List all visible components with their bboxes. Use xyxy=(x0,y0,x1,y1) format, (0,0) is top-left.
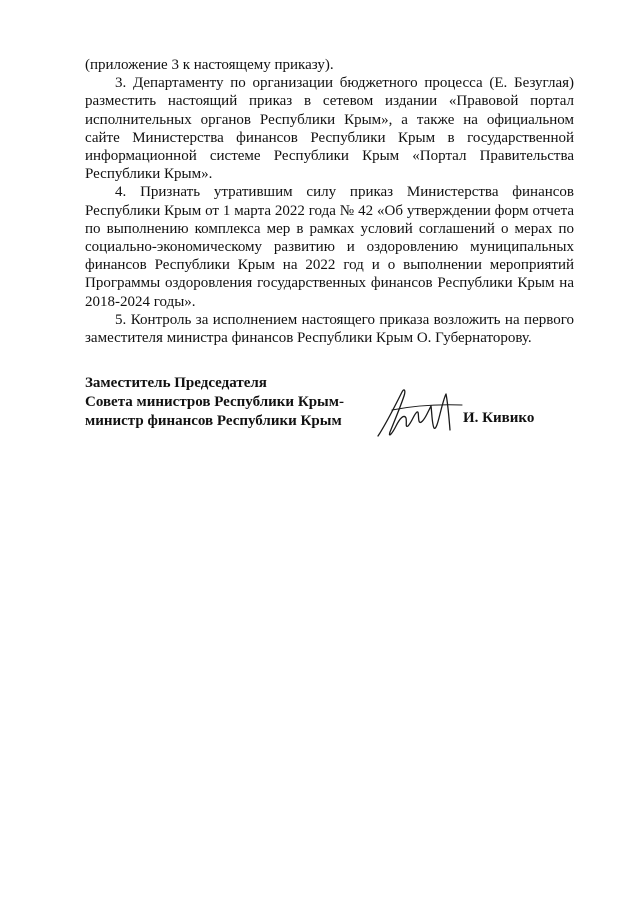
signer-title-line-3: министр финансов Республики Крым xyxy=(85,413,342,429)
paragraph-5-control: 5. Контроль за исполнением настоящего приказа возложить на первого заместителя министра финансов Республики Крым О. Губернаторову. xyxy=(85,311,574,347)
paragraph-appendix-ref: (приложение 3 к настоящему приказу). xyxy=(85,57,334,73)
paragraph-3-publication: 3. Департаменту по организации бюджетного процесса (Е. Безуглая) разместить настоящий приказ в сетевом издании «Правовой портал исполнительных органов Республики Крым», а также на официальном сайте Министерства финансов Республики Крым в государственной информационной системе Республики Крым «Портал Правительства Республики Крым». xyxy=(85,75,574,183)
document-body xyxy=(85,56,574,347)
handwritten-signature xyxy=(372,384,468,444)
signer-name: И. Кивико xyxy=(463,410,535,426)
signer-title-line-2: Совета министров Республики Крым- xyxy=(85,394,344,410)
paragraph-4-repeal: 4. Признать утратившим силу приказ Министерства финансов Республики Крым от 1 марта 2022 года № 42 «Об утверждении форм отчета по выполнению комплекса мер в рамках условий соглашений о мерах по социально-экономическому развитию и оздоровлению муниципальных финансов Республики Крым на 2022 год и о выполнении мероприятий Программы оздоровления государственных финансов Республики Крым на 2018-2024 годы». xyxy=(85,184,574,310)
signer-title-line-1: Заместитель Председателя xyxy=(85,375,267,391)
